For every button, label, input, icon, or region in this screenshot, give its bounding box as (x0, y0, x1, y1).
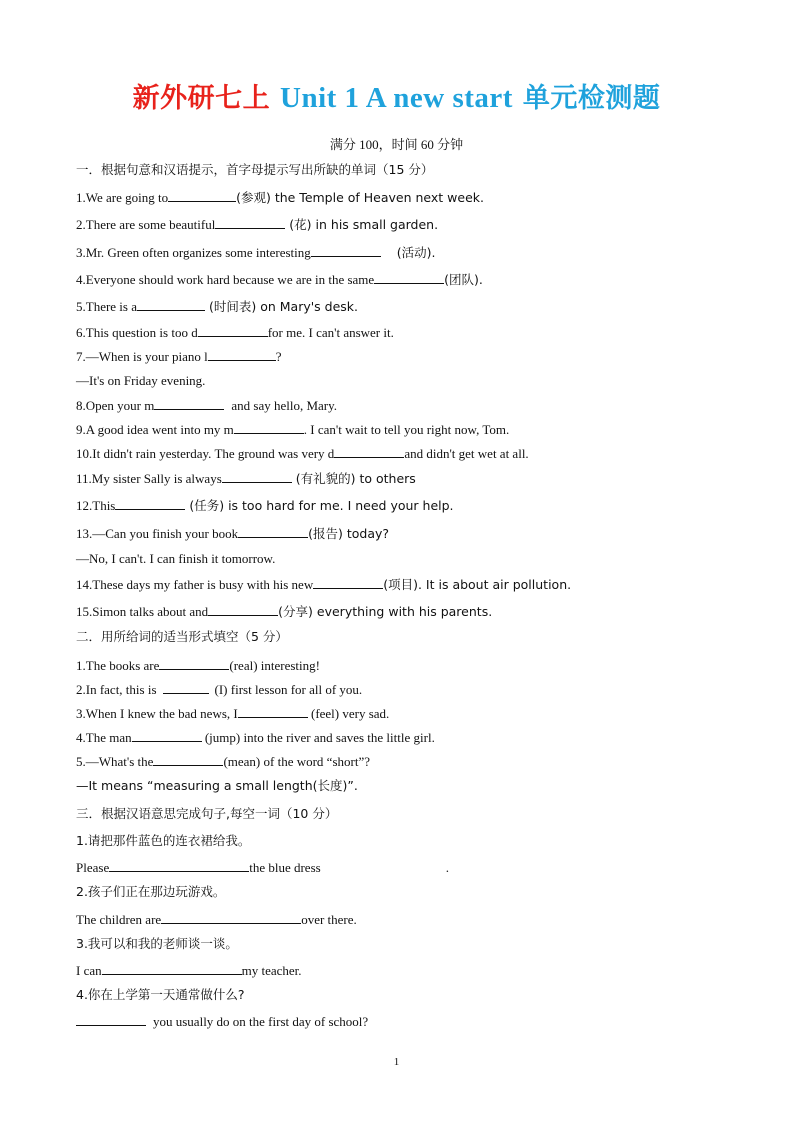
answer-blank[interactable] (132, 729, 202, 742)
s3-question-1: Please the blue dress . (76, 860, 449, 875)
answer-blank[interactable] (238, 525, 308, 538)
s1-question-7-answer: —It's on Friday evening. (76, 373, 206, 388)
answer-blank[interactable] (137, 298, 205, 311)
title-part-1: 新外研七上 (132, 83, 271, 114)
answer-blank[interactable] (222, 470, 292, 483)
s2-question-1: 1.The books are (real) interesting! (76, 658, 320, 673)
s2-question-3: 3.When I knew the bad news, I (feel) very sad. (76, 706, 390, 721)
s2-question-4: 4.The man (jump) into the river and saves the little girl. (76, 730, 435, 745)
document-title (0, 76, 793, 115)
s3-question-1-chinese: 1.请把那件蓝色的连衣裙给我。 (76, 833, 251, 848)
answer-blank[interactable] (102, 962, 242, 975)
section-1-heading: 一．根据句意和汉语提示，首字母提示写出所缺的单词（15 分） (76, 162, 434, 177)
s3-question-3-chinese: 3.我可以和我的老师谈一谈。 (76, 936, 238, 951)
answer-blank[interactable] (311, 244, 381, 257)
answer-blank[interactable] (163, 681, 209, 694)
s1-question-11: 11.My sister Sally is always (有礼貌的) to others (76, 471, 416, 486)
answer-blank[interactable] (168, 189, 236, 202)
answer-blank[interactable] (313, 576, 383, 589)
answer-blank[interactable] (208, 348, 276, 361)
answer-blank[interactable] (374, 271, 444, 284)
s1-question-3: 3.Mr. Green often organizes some interesting (活动). (76, 245, 436, 260)
s1-question-8: 8.Open your m and say hello, Mary. (76, 398, 338, 413)
answer-blank[interactable] (154, 397, 224, 410)
section-2-heading: 二．用所给词的适当形式填空（5 分） (76, 629, 288, 644)
answer-blank[interactable] (115, 497, 185, 510)
s1-question-10: 10.It didn't rain yesterday. The ground was very d and didn't get wet at all. (76, 446, 529, 461)
s1-question-6: 6.This question is too d for me. I can't answer it. (76, 325, 394, 340)
s1-question-12: 12.This (任务) is too hard for me. I need your help. (76, 498, 454, 513)
answer-blank[interactable] (198, 324, 268, 337)
s1-question-15: 15.Simon talks about and (分享) everything with his parents. (76, 604, 493, 619)
s2-question-5-answer: —It means “measuring a small length(长度)”. (76, 778, 358, 793)
s1-question-5: 5.There is a (时间表) on Mary's desk. (76, 299, 359, 314)
answer-blank[interactable] (109, 859, 249, 872)
s1-question-1: 1.We are going to (参观) the Temple of Heaven next week. (76, 190, 484, 205)
s1-question-13-answer: —No, I can't. I can finish it tomorrow. (76, 551, 276, 566)
title-part-2: Unit 1 A new start (280, 82, 513, 114)
answer-blank[interactable] (334, 445, 404, 458)
s2-question-5: 5.—What's the (mean) of the word “short”? (76, 754, 370, 769)
section-3-heading: 三．根据汉语意思完成句子,每空一词（10 分） (76, 806, 338, 821)
s1-question-4: 4.Everyone should work hard because we are in the same (团队). (76, 272, 483, 287)
answer-blank[interactable] (234, 421, 304, 434)
answer-blank[interactable] (238, 705, 308, 718)
s1-question-13: 13.—Can you finish your book (报告) today? (76, 526, 390, 541)
answer-blank[interactable] (76, 1013, 146, 1026)
s3-question-4-chinese: 4.你在上学第一天通常做什么? (76, 987, 245, 1002)
s1-question-2: 2.There are some beautiful (花) in his small garden. (76, 217, 439, 232)
answer-blank[interactable] (153, 753, 223, 766)
title-part-3: 单元检测题 (522, 83, 661, 114)
answer-blank[interactable] (215, 216, 285, 229)
s3-question-4: you usually do on the first day of school? (76, 1013, 368, 1030)
answer-blank[interactable] (159, 657, 229, 670)
s3-question-2: The children are over there. (76, 912, 357, 927)
score-time-info: 满分 100，时间 60 分钟 (329, 137, 464, 152)
s3-question-2-chinese: 2.孩子们正在那边玩游戏。 (76, 884, 226, 899)
answer-blank[interactable] (161, 911, 301, 924)
s1-question-14: 14.These days my father is busy with his new (项目). It is about air pollution. (76, 577, 572, 592)
s1-question-7: 7.—When is your piano l ? (76, 349, 282, 364)
s1-question-9: 9.A good idea went into my m . I can't wait to tell you right now, Tom. (76, 422, 510, 437)
page-number: 1 (393, 1056, 400, 1068)
s3-question-3: I can my teacher. (76, 963, 302, 978)
answer-blank[interactable] (208, 603, 278, 616)
s2-question-2: 2.In fact, this is (I) first lesson for all of you. (76, 682, 363, 697)
